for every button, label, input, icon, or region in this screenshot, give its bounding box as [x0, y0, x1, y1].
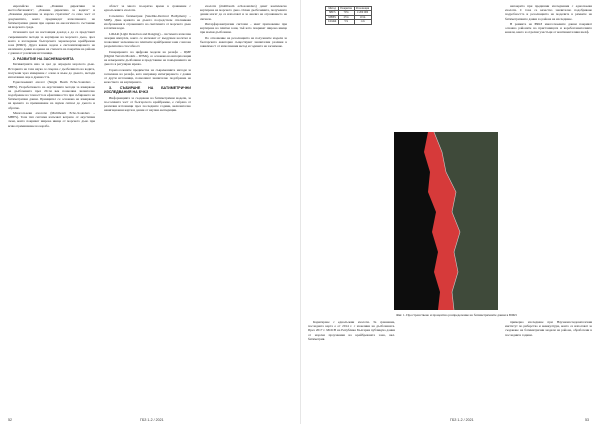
table-cell: 70%: [338, 11, 354, 15]
paragraph: Горепосочените предимства на съвременните методи за заснемане на релефа, като например интегрирането с данни от други източници, позволяват значително подобрение на качеството на картирането.: [104, 67, 191, 85]
right-bottom-column-2: [505, 320, 592, 338]
paragraph: ехолоти (multibeam echosounders) дават комплексно картиране на морското дъно. Освен дълбочините, получените данни могат да се използват и за анализ на отразяването на сигнала.: [200, 4, 287, 21]
paragraph: Батиметрията има за цел да определя морското дъно. Историята на тази наука се свързва с дълбочината на водите, получени чрез измерване с олово и въже до дъното, методи използвани още в древността.: [8, 62, 95, 80]
table-cell: 25%: [338, 15, 354, 19]
table-cell: LiDAR: [327, 20, 337, 24]
table-cell: SBES: [326, 11, 338, 15]
left-column-2: [104, 4, 191, 114]
page-number-right: 53: [585, 418, 589, 422]
right-column-1: [305, 4, 392, 27]
table-row: [326, 20, 371, 24]
table-row: [326, 15, 371, 19]
paragraph: непокрита при предишни изследвания с еднолъчеви ехолоти. С това се качество значително подобряване подробността и резолюцията на моделите в рамките на батиметричните данни за района на изследване.: [505, 4, 592, 21]
paragraph: Многолъчеви ехолоти (Multibeam Echo-Sounders – MBES). Този тип системи излъчват ветрило от акустични лъчи, които покриват широка ивица от морското дъно при всяко преминаване на кораба.: [8, 111, 95, 128]
table-cell: 5%: [338, 20, 354, 24]
table-cell: Покритие: [340, 7, 353, 10]
paragraph: Коригиране с еднолъчеви ехолоти. За сравнение, последната карта е от 2014 г. с изоклини на дълбочината. През 2017 г. МОСВ на Република България публикува данни от морски проучвания на крайбрежната зона, вкл. батиметрия.: [308, 320, 395, 341]
figure-caption: Фиг. 1. Пространствено и процентно разпределение на батиметричните данни в БЧКЗ: [396, 313, 517, 317]
table-cell: Метод: [326, 7, 338, 11]
paragraph: Сателитна батиметрия (Satellite-Derived Bathymetry – SDB). Дава кривата на дъното посредством спътникови изображения и отражението на светлината от морското дъно в плитки води.: [104, 13, 191, 31]
left-column-1: [8, 4, 95, 129]
left-column-3: [200, 4, 287, 50]
paragraph: LiDAR (Light Detection and Ranging) – системата използва лазерни импулси, които се излъчват от въздушен носител и позволяват заснемане на плитките крайбрежни зони с висока разделителна способност.: [104, 31, 191, 49]
table-cell: 1 m: [354, 20, 371, 24]
journal-footer-right: ГБЗ 1-2 / 2021: [450, 418, 474, 422]
data-table: [325, 6, 371, 25]
table-cell: MBES: [326, 15, 338, 19]
page-number-left: 52: [8, 418, 12, 422]
table-cell: 1:200 000: [354, 11, 371, 15]
section-heading: 3. СЪБИРАНЕ НА БАТИМЕТРИЧНИ ИЗСЛЕДВАНИЯ НА БЧКЗ: [104, 85, 191, 94]
paragraph: В рамките на БЧКЗ многолъчевите данни покриват основно районите на пристанищата и корабоплавателните канали, както и отделни участъци от континенталния шелф.: [505, 22, 592, 35]
paragraph: По отношение на резолюцията на получените модели за българската акватория съществуват значителни разлики в зависимост от използвания метод и годината на заснемане.: [200, 35, 287, 49]
paragraph: примерно изследване при Научноизследователския институт по рибарство и аквакултури, които се използват за създаване на батиметрични модели на района, обработени в последните години.: [505, 320, 592, 337]
bathymetry-map-figure: [394, 132, 498, 310]
paragraph: европейско ниво „Режими директиви за местообитанията", „Режима директива за водите" и „Режимна директива за морска стратегия" са само част от документите, които предвиждат използването на батиметрични данни при оценка на екологичното състояние на морската среда.: [8, 4, 95, 30]
right-column-2: [505, 4, 592, 36]
paragraph: Еднолъчевият ехолот (Single Beam Echo-Sounders – SBES). Разработването на акустичните методи за измерване на дълбочината през 20-ти век позволява значително подобрение на точността и ефективността при събирането на батиметрични данни. Принципът се основава на измерване на времето за преминаване на звуков сигнал до дъното и обратно.: [8, 80, 95, 110]
paragraph: Основната цел на настоящия доклад е да се представят съвременните методи за картиране на морското дъно, чрез които в изследване българската черноморска крайбрежна зона (БЧКЗ). Друга важна задача е систематизирането на наличните данни и оценка на степента на покритие на района с данни от различни източници.: [8, 30, 95, 56]
right-bottom-column-1: [308, 320, 395, 342]
paragraph: Интерферометрични системи – имат приложение при картиране на плитки зони, тъй като покриват широка ивица при малки дълбочини.: [200, 22, 287, 35]
paragraph: Информацията за създаване на батиметрични модели, за по-голямата част от българското крайбрежие, е събрана от различни източници през последните години, включително навигационни карти и данни от научни експедиции.: [104, 95, 191, 113]
right-page: [300, 0, 600, 424]
journal-footer-left: ГБЗ 1-2 / 2021: [140, 418, 164, 422]
section-heading: 2. РАЗВИТИЕ НА ЗАСНЕМАНИЯТА: [13, 56, 74, 61]
table-row: [326, 11, 371, 15]
table-cell: 10 m: [354, 15, 371, 19]
table-cell: Резолюция: [356, 7, 370, 10]
paragraph: Генерирането на цифрови модели на релефа – ЦМР (Digital Terrain Models – DTMs), се основава на интерполация на измерените дълбочини и представяне на повърхнината на дъното в регулярна мрежа.: [104, 49, 191, 67]
table-row: [326, 7, 371, 11]
paragraph: област за много по-кратко време в сравнение с еднолъчевите ехолоти.: [104, 4, 191, 13]
